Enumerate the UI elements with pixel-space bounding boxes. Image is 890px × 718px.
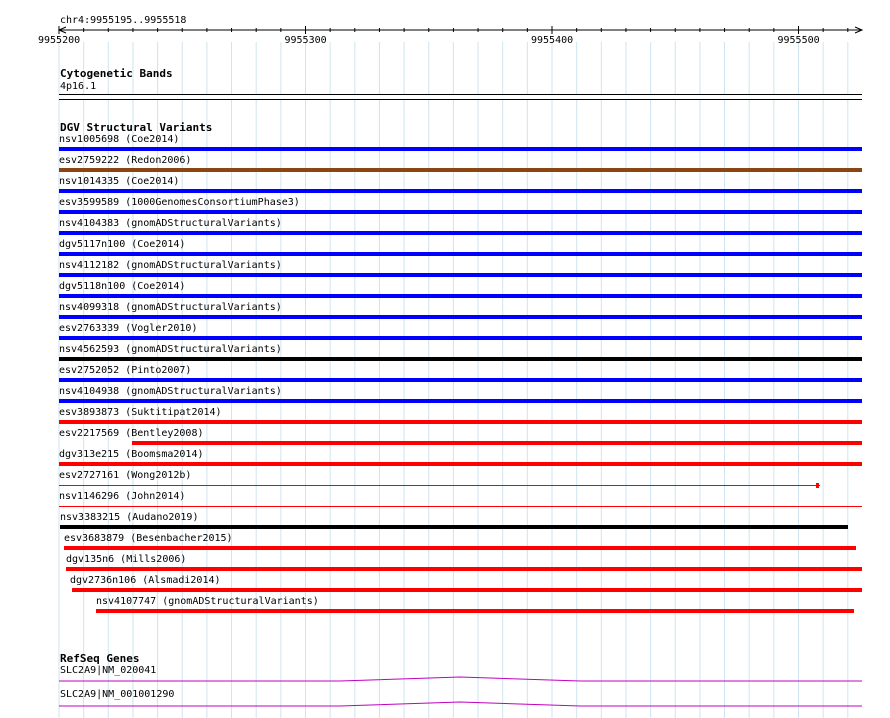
- variant-label: nsv1005698 (Coe2014): [59, 134, 180, 145]
- ruler: [0, 0, 890, 50]
- variant-feature[interactable]: [59, 336, 862, 340]
- variant-feature[interactable]: [59, 231, 862, 235]
- variant-label: nsv4107747 (gnomADStructuralVariants): [96, 596, 319, 607]
- variant-feature[interactable]: [132, 441, 862, 445]
- cytoband-feature[interactable]: [59, 94, 862, 100]
- variant-feature[interactable]: [59, 357, 862, 361]
- variant-feature[interactable]: [96, 609, 854, 613]
- variant-label: nsv4104383 (gnomADStructuralVariants): [59, 218, 282, 229]
- variant-label: esv2727161 (Wong2012b): [59, 470, 192, 481]
- variant-label: esv3683879 (Besenbacher2015): [64, 533, 233, 544]
- ruler-tick-label: 9955500: [777, 35, 820, 46]
- variant-feature[interactable]: [59, 252, 862, 256]
- variant-label: dgv2736n106 (Alsmadi2014): [70, 575, 221, 586]
- dgv-track-title[interactable]: DGV Structural Variants: [60, 121, 213, 134]
- variant-label: dgv5117n100 (Coe2014): [59, 239, 186, 250]
- ruler-tick-label: 9955200: [38, 35, 81, 46]
- variant-label: nsv3383215 (Audano2019): [60, 512, 199, 523]
- variant-feature-end-marker: [816, 483, 819, 488]
- ruler-tick-label: 9955400: [531, 35, 574, 46]
- variant-label: esv3893873 (Suktitipat2014): [59, 407, 222, 418]
- variant-label: nsv4112182 (gnomADStructuralVariants): [59, 260, 282, 271]
- variant-feature[interactable]: [59, 378, 862, 382]
- variant-label: dgv313e215 (Boomsma2014): [59, 449, 204, 460]
- variant-feature[interactable]: [59, 462, 862, 466]
- variant-feature[interactable]: [59, 506, 862, 507]
- variant-label: esv2217569 (Bentley2008): [59, 428, 204, 439]
- gene-label: SLC2A9|NM_020041: [60, 665, 157, 676]
- variant-feature[interactable]: [59, 210, 862, 214]
- variant-label: esv2752052 (Pinto2007): [59, 365, 192, 376]
- ruler-tick-label: 9955300: [284, 35, 327, 46]
- variant-feature[interactable]: [64, 546, 856, 550]
- variant-label: nsv4562593 (gnomADStructuralVariants): [59, 344, 282, 355]
- variant-label: dgv5118n100 (Coe2014): [59, 281, 186, 292]
- variant-feature[interactable]: [59, 147, 862, 151]
- variant-label: nsv1014335 (Coe2014): [59, 176, 180, 187]
- variant-feature[interactable]: [59, 189, 862, 193]
- variant-label: nsv1146296 (John2014): [59, 491, 186, 502]
- refseq-track-title[interactable]: RefSeq Genes: [60, 652, 140, 665]
- variant-feature[interactable]: [59, 315, 862, 319]
- variant-feature[interactable]: [60, 525, 848, 529]
- variant-feature[interactable]: [72, 588, 862, 592]
- cytoband-label: 4p16.1: [60, 81, 97, 92]
- variant-feature[interactable]: [59, 420, 862, 424]
- variant-feature[interactable]: [59, 294, 862, 298]
- variant-feature[interactable]: [59, 399, 862, 403]
- variant-label: esv2759222 (Redon2006): [59, 155, 192, 166]
- variant-label: dgv135n6 (Mills2006): [66, 554, 187, 565]
- gene-label: SLC2A9|NM_001001290: [60, 689, 175, 700]
- variant-feature[interactable]: [59, 485, 820, 486]
- variant-feature[interactable]: [66, 567, 862, 571]
- variant-label: esv3599589 (1000GenomesConsortiumPhase3): [59, 197, 300, 208]
- variant-label: esv2763339 (Vogler2010): [59, 323, 198, 334]
- cytoband-track-title[interactable]: Cytogenetic Bands: [60, 67, 173, 80]
- locus-label: chr4:9955195..9955518: [60, 15, 187, 26]
- variant-feature[interactable]: [59, 273, 862, 277]
- variant-label: nsv4099318 (gnomADStructuralVariants): [59, 302, 282, 313]
- variant-label: nsv4104938 (gnomADStructuralVariants): [59, 386, 282, 397]
- variant-feature[interactable]: [59, 168, 862, 172]
